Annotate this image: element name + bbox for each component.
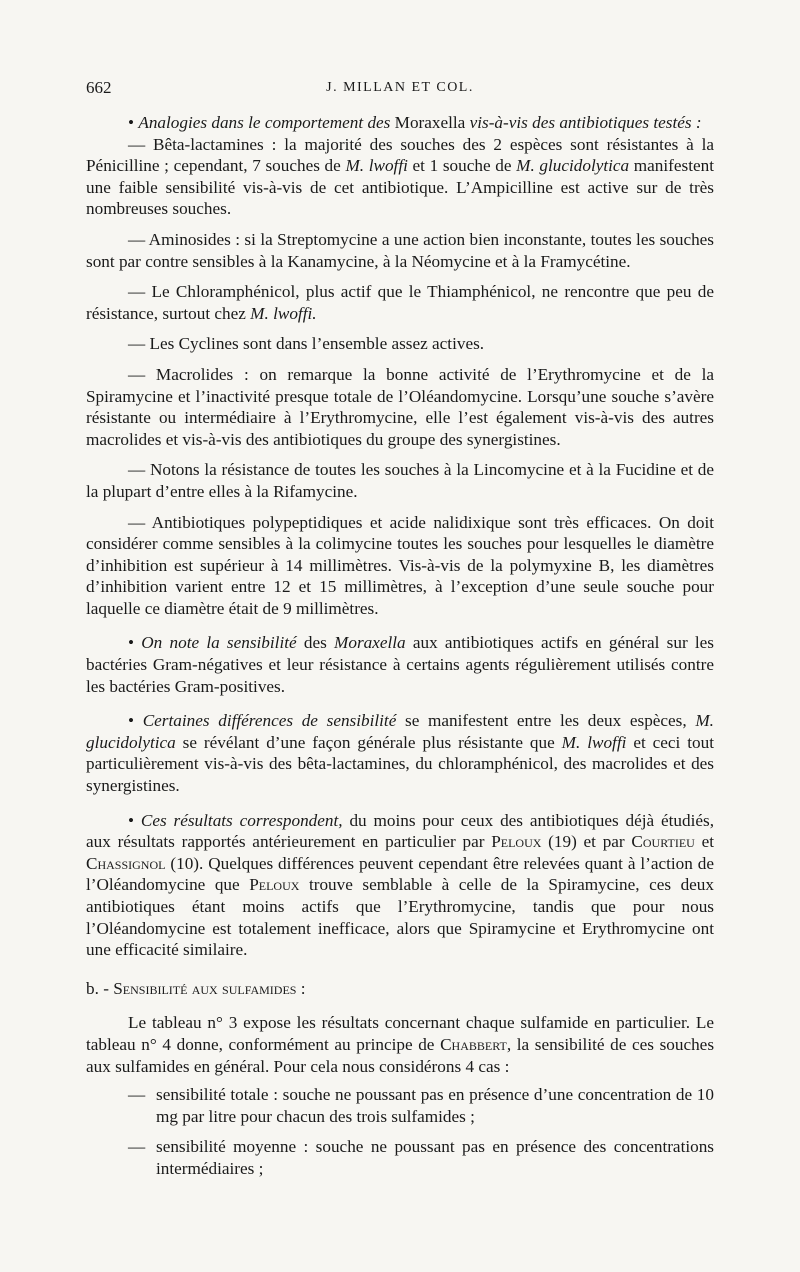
species-name: M. lwoffi. (250, 303, 317, 323)
paragraph-differences (86, 710, 714, 796)
list-item (86, 1084, 714, 1127)
italic-text: vis-à-vis des antibiotiques testés : (469, 113, 702, 132)
paragraph-chloramphenicol (86, 281, 714, 324)
text: , la sensibilité de ces souches aux sulfamides en général. Pour cela nous considérons 4 cas : (86, 1034, 715, 1076)
paragraph-polypeptidiques: — Antibiotiques polypeptidiques et acide nalidixique sont très efficaces. On doit considérer comme sensibles à la colimycine toutes les souches pour lesquelles le diamètre d’inhibition est supérieur à 14 millimètres. Vis-à-vis de la polymyxine B, les diamètres d’inhibition varient entre 12 et 15 millimètres, à l’exception d’une seule souche pour laquelle ce diamètre était de 9 millimètres. (86, 512, 714, 618)
paragraph-analogies (86, 112, 714, 134)
text: — Le Chloramphénicol, plus actif que le Thiamphénicol, ne rencontre que peu de résistance, surtout chez (86, 282, 714, 323)
paragraph-cyclines: — Les Cyclines sont dans l’ensemble assez actives. (128, 334, 485, 354)
species-name: Moraxella (334, 633, 406, 653)
section-title: Sensibilité aux sulfamides : (113, 978, 306, 998)
italic-text: Certaines différences de sensibilité (142, 711, 397, 731)
paragraph-resultats (86, 810, 714, 961)
species-name: M. lwoffi (561, 732, 627, 752)
text: et (694, 832, 714, 852)
dash-marker: — (128, 1137, 146, 1157)
dash-marker: — (128, 1085, 146, 1105)
bullet: • (128, 711, 143, 731)
bullet: • (128, 810, 141, 830)
author-name: Peloux (491, 832, 542, 852)
text: des (296, 633, 335, 653)
author-name: Chabbert (440, 1034, 507, 1054)
paragraph-lincomycine: — Notons la résistance de toutes les souches à la Lincomycine et à la Fucidine et de la plupart d’entre elles à la Rifamycine. (86, 460, 714, 501)
text: (10). Quelques différences peuvent cependant être relevées quant à l’action de l’Oléandomycine que (86, 853, 714, 895)
text: et ceci tout particulièrement vis-à-vis des bêta-lactamines, du chloramphénicol, des macrolides et des synergistines. (86, 732, 714, 796)
text: — Bêta-lactamines : la majorité des souches des 2 espèces sont résistantes à la Pénicilline ; cependant, 7 souches de (86, 134, 714, 176)
text: Moraxella (390, 113, 470, 132)
list-item-text: sensibilité totale : souche ne poussant pas en présence d’une concentration de 10 mg par litre pour chacun des trois sulfamides ; (156, 1085, 714, 1126)
section-heading-sulfamides (86, 978, 714, 1000)
author-name: Courtieu (631, 832, 695, 852)
text: du moins pour ceux des antibiotiques déjà étudiés, aux résultats rapportés antérieurement en particulier par (86, 810, 714, 852)
section-prefix: b. - (86, 978, 114, 998)
paragraph-macrolides: — Macrolides : on remarque la bonne activité de l’Erythromycine et de la Spiramycine et l’inactivité presque totale de l’Oléandomycine. Lorsqu’une souche s’avère résistante ou intermédiaire à l’Erythromycine, elle l’est également vis-à-vis des autres macrolides et vis-à-vis des antibiotiques du groupe des synergistines. (86, 364, 714, 449)
species-name: M. glucidolytica (86, 711, 714, 752)
italic-text: On note la sensibilité (141, 633, 297, 653)
page-number: 662 (86, 78, 112, 97)
paragraph-beta-lactamines (86, 134, 714, 220)
text: se manifestent entre les deux espèces, (396, 711, 696, 731)
text: trouve semblable à celle de la Spiramycine, ces deux antibiotiques étant moins actifs que l’Erythromycine, tandis que pour nous l’Oléandomycine est totalement inefficace, alors que Spiramycine et Erythromycine ont une efficacité similaire. (86, 875, 714, 960)
paragraph-aminosides: — Aminosides : si la Streptomycine a une action bien inconstante, toutes les souches sont par contre sensibles à la Kanamycine, à la Néomycine et à la Framycétine. (86, 229, 714, 271)
document-page (86, 78, 714, 1180)
italic-text: Analogies dans le comportement des (138, 113, 391, 132)
text: et 1 souche de (407, 156, 517, 176)
text: aux antibiotiques actifs en général sur les bactéries Gram-négatives et leur résistance à certains agents régulièrement utilisés contre les bactéries Gram-positives. (86, 633, 714, 696)
bullet: • (128, 113, 139, 132)
text: se révélant d’une façon générale plus résistante que (175, 732, 562, 752)
paragraph-tableaux (86, 1012, 714, 1077)
paragraph-sensibilite (86, 632, 714, 697)
species-name: M. glucidolytica (516, 156, 630, 176)
running-head: J. MILLAN ET COL. (326, 80, 474, 95)
page-header (86, 78, 714, 108)
author-name: Chassignol (86, 853, 166, 873)
author-name: Peloux (249, 875, 300, 895)
text: manifestent une faible sensibilité vis-à-vis de cet antibiotique. L’Ampicilline est active sur de très nombreuses souches. (86, 156, 714, 219)
text: Le tableau n° 3 expose les résultats concernant chaque sulfamide en particulier. Le tableau n° 4 donne, conformément au principe de (86, 1013, 714, 1054)
italic-text: Ces résultats correspondent, (140, 810, 343, 830)
bullet: • (128, 633, 142, 653)
species-name: M. lwoffi (345, 156, 408, 176)
list-item-text: sensibilité moyenne : souche ne poussant pas en présence des concentrations intermédiaires ; (156, 1137, 714, 1178)
text: (19) et par (541, 832, 632, 852)
list-item (86, 1136, 714, 1179)
